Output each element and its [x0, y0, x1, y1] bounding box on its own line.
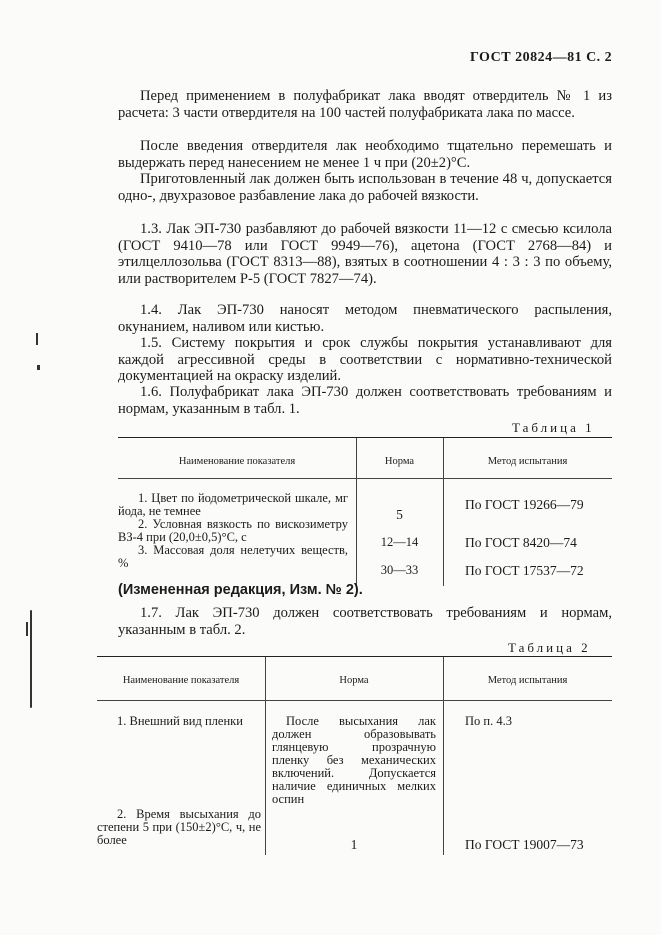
- paragraph-mixing: После введения отвердителя лак необходимо тщательно перемешать и выдержать перед нанесением не менее 1 ч при (20±2)°С.: [118, 138, 612, 171]
- table1-row1-norm: 5: [396, 507, 403, 522]
- table2-header-name: Наименование показателя: [122, 675, 240, 686]
- table2-col-divider-1: [265, 657, 266, 855]
- paragraph-1-3: 1.3. Лак ЭП-730 разбавляют до рабочей вязкости 11—12 с смесью ксилола (ГОСТ 9410—78 или ГОСТ 9949—76), ацетона (ГОСТ 2768—84) и этилцеллозольва (ГОСТ 8313—88), взятых в соотношении 4 : 3 : 3 по объему, или растворителем Р-5 (ГОСТ 7827—74).: [118, 221, 612, 287]
- table2-row1-norm: После высыхания лак должен образовывать глянцевую прозрачную пленку без механических включений. Допускается наличие единичных мелких оспин: [272, 714, 436, 806]
- table1-header-name: Наименование показателя: [178, 456, 296, 467]
- table1-row3-norm: 30—33: [380, 563, 419, 577]
- table1-top-rule: [118, 437, 612, 438]
- table1-caption: Таблица 1: [512, 420, 595, 435]
- paragraph-1-7: 1.7. Лак ЭП-730 должен соответствовать требованиям и нормам, указанным в табл. 2.: [118, 605, 612, 638]
- table2-row2-method: По ГОСТ 19007—73: [465, 837, 584, 852]
- table1-row1-method: По ГОСТ 19266—79: [465, 497, 584, 512]
- table1-header-norm: Норма: [384, 456, 415, 467]
- paragraph-1-4: 1.4. Лак ЭП-730 наносят методом пневматического распыления, окунанием, наливом или кистью.: [118, 302, 612, 335]
- table2-caption: Таблица 2: [508, 640, 591, 655]
- table1-row2-method: По ГОСТ 8420—74: [465, 535, 577, 550]
- paragraph-hardener: Перед применением в полуфабрикат лака вводят отвердитель № 1 из расчета: 3 части отвердителя на 100 частей полуфабриката лака по массе.: [118, 88, 612, 121]
- paragraph-pot-life: Приготовленный лак должен быть использован в течение 48 ч, допускается одно-, двухразовое разбавление лака до рабочей вязкости.: [118, 171, 612, 204]
- table2-header-rule: [97, 700, 612, 701]
- table2-row2-norm: 1: [350, 837, 358, 852]
- table2-row1-name: 1. Внешний вид пленки: [117, 714, 243, 728]
- table1-header-rule: [118, 478, 612, 479]
- table2-row2-name: 2. Время высыхания до степени 5 при (150±2)°С, ч, не более: [97, 807, 261, 847]
- table2-header-method: Метод испытания: [487, 675, 568, 686]
- table1-row3-name: 3. Массовая доля нелетучих веществ, %: [118, 543, 348, 570]
- scan-mark: [37, 365, 40, 370]
- page-header: ГОСТ 20824—81 С. 2: [470, 50, 613, 65]
- paragraph-1-5: 1.5. Систему покрытия и срок службы покрытия устанавливают для каждой агрессивной среды в соответствии с нормативно-технической документацией на окраску изделий.: [118, 335, 612, 384]
- table2-header-norm: Норма: [339, 675, 369, 686]
- scan-mark: [36, 333, 38, 345]
- table2-row1-method: По п. 4.3: [465, 714, 512, 728]
- paragraph-1-6: 1.6. Полуфабрикат лака ЭП-730 должен соответствовать требованиям и нормам, указанным в табл. 1.: [118, 384, 612, 417]
- scan-mark: [26, 622, 28, 636]
- table1-row2-name: 2. Условная вязкость по вискозиметру ВЗ-4 при (20,0±0,5)°С, с: [118, 517, 348, 544]
- table2-top-rule: [97, 656, 612, 657]
- table1-row3-method: По ГОСТ 17537—72: [465, 563, 584, 578]
- table1-header-method: Метод испытания: [487, 456, 568, 467]
- amendment-note: (Измененная редакция, Изм. № 2).: [118, 582, 363, 598]
- scan-mark: [30, 610, 32, 708]
- table1-row2-norm: 12—14: [380, 535, 419, 549]
- table1-row1-name: 1. Цвет по йодометрической шкале, мг йода, не темнее: [118, 491, 348, 518]
- table2-col-divider-2: [443, 657, 444, 855]
